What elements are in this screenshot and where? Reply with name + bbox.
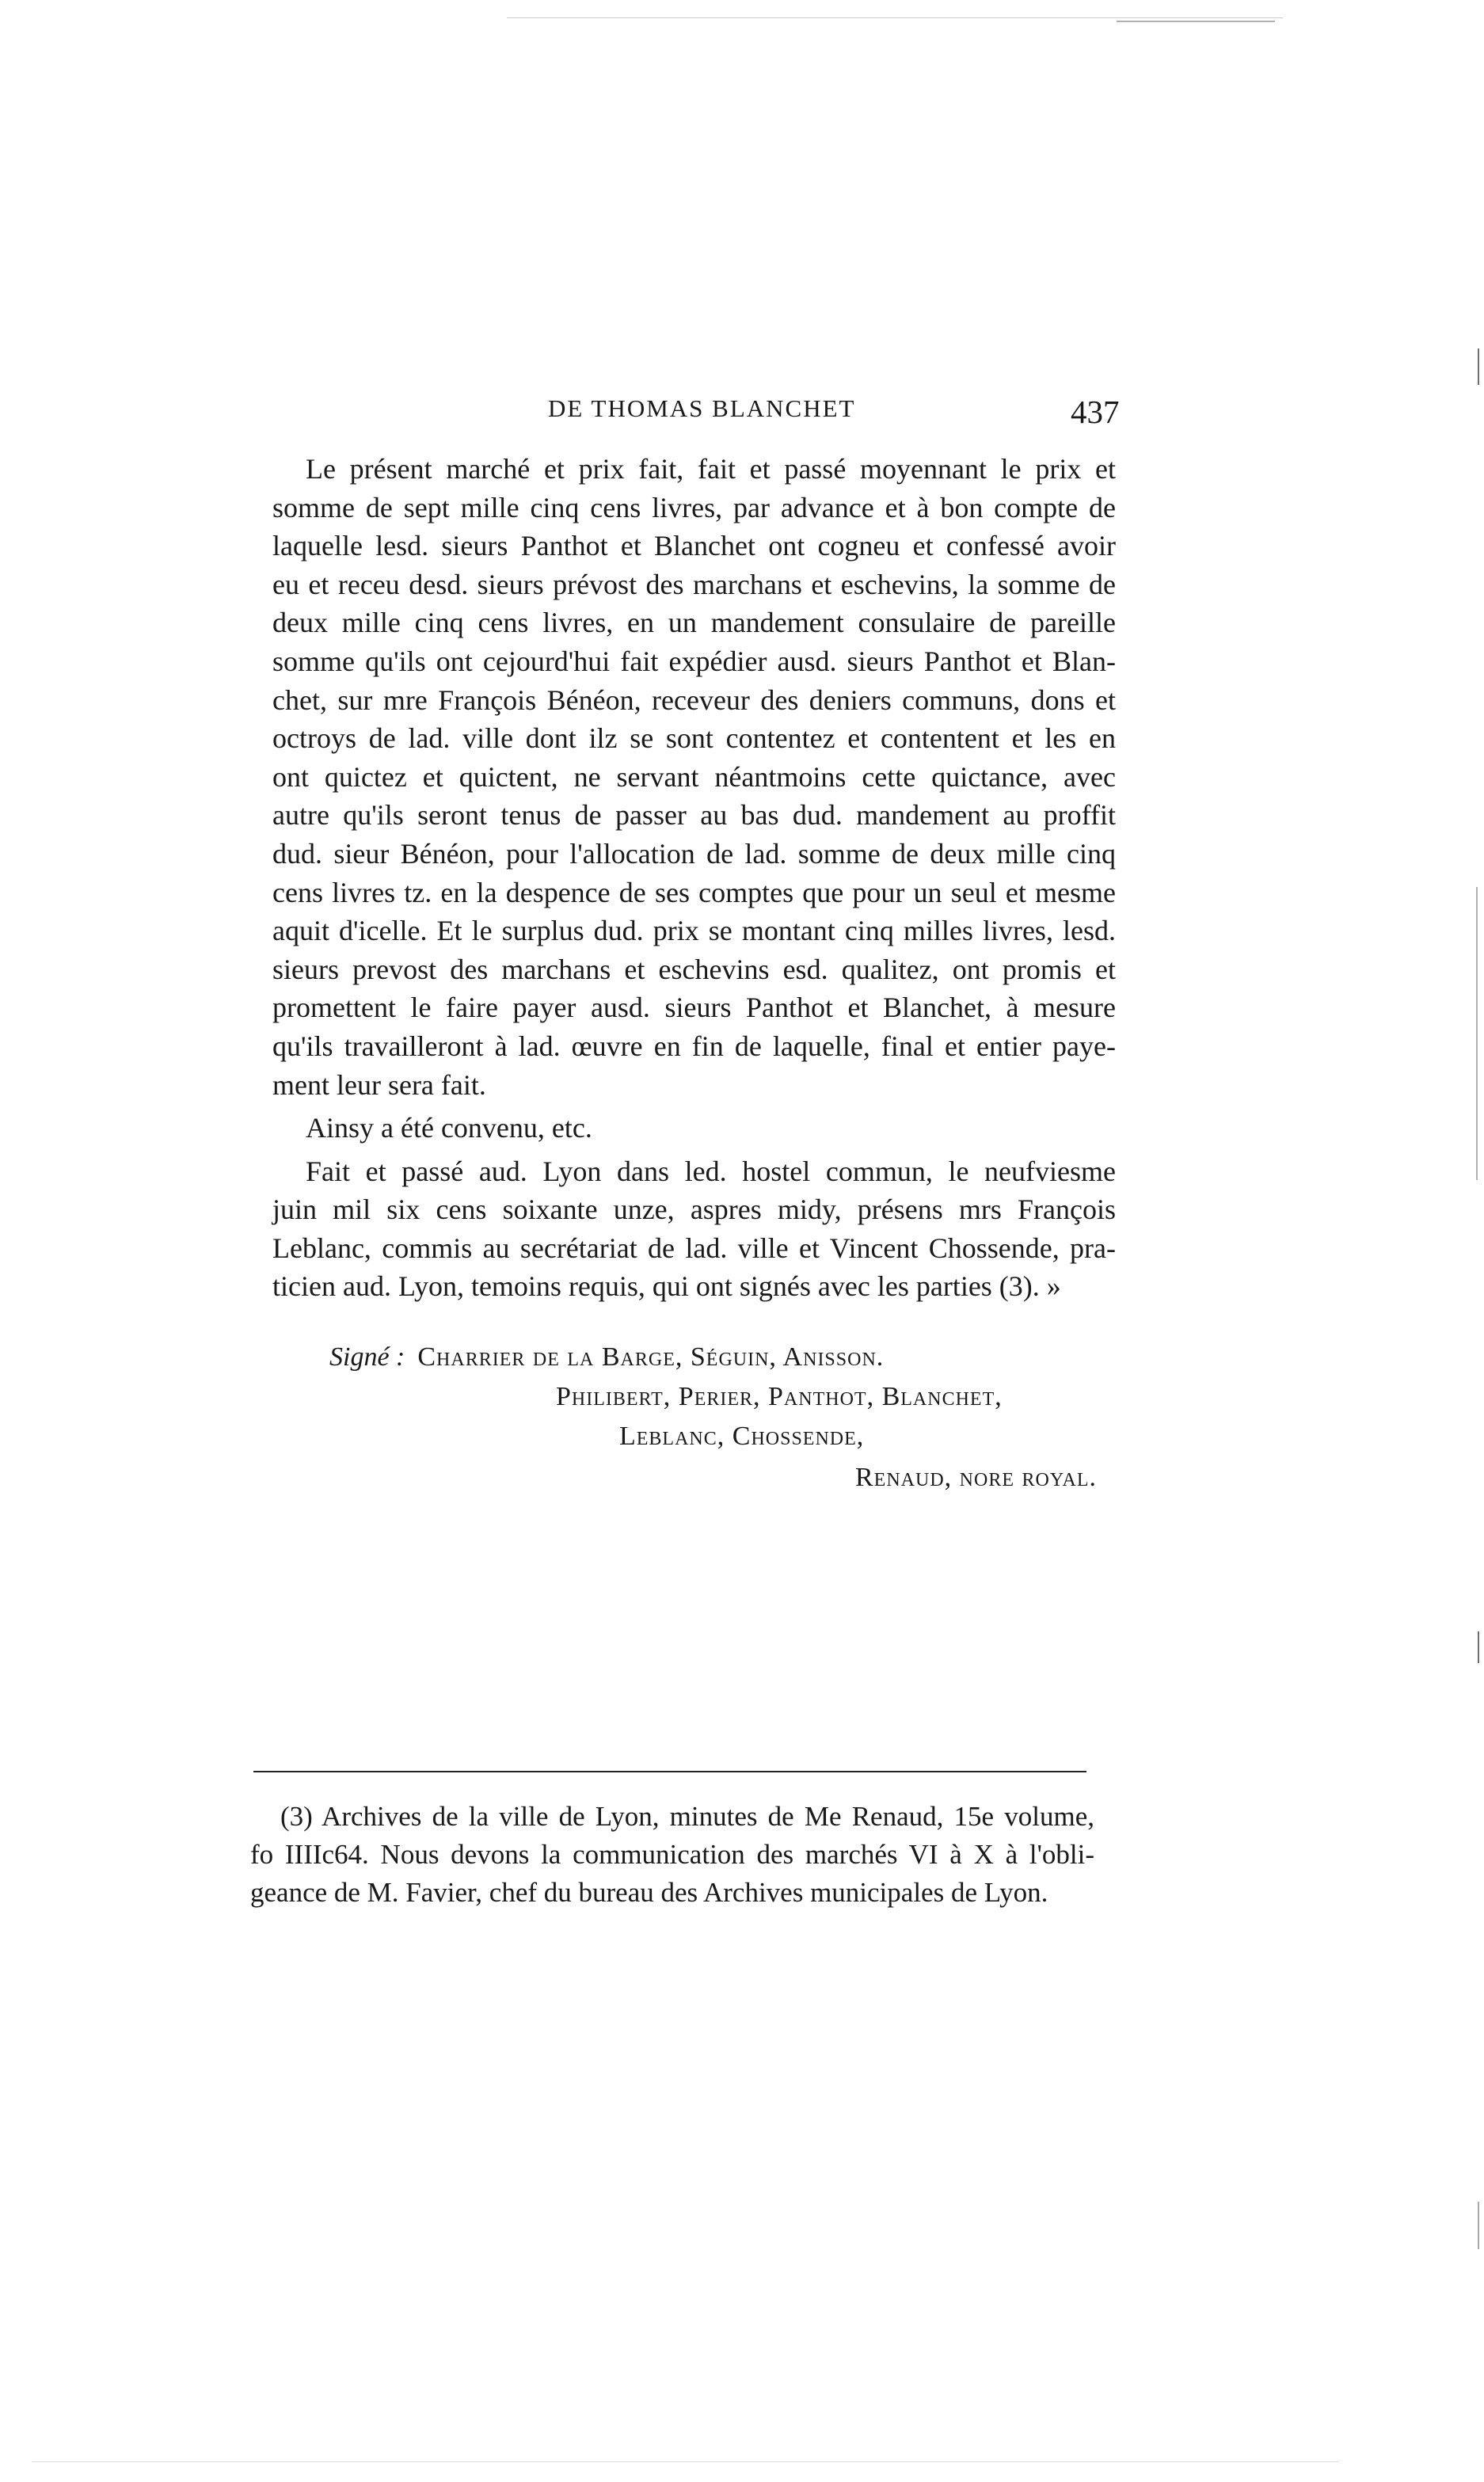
paragraph-contract-price	[272, 450, 1116, 1104]
page-number: 437	[1071, 394, 1120, 430]
footnote-line: fo IIIIc64. Nous devons la communication des marchés VI à X à l'obli-	[250, 1839, 1094, 1870]
text-line: promettent le faire payer ausd. sieurs Panthot et Blanchet, à mesure	[272, 992, 1116, 1024]
signature-label: Signé :	[329, 1342, 405, 1372]
text-line: ont quictez et quictent, ne servant néantmoins cette quictance, avec	[272, 760, 1116, 793]
text-line: chet, sur mre François Bénéon, receveur des deniers communs, dons et	[272, 683, 1116, 716]
text-line: somme qu'ils ont cejourd'hui fait expédier ausd. sieurs Panthot et Blan-	[272, 645, 1116, 677]
text-line: ment leur sera fait.	[272, 1068, 486, 1101]
text-line: qu'ils travailleront à lad. œuvre en fin de laquelle, final et entier paye-	[272, 1030, 1116, 1062]
text-line: Ainsy a été convenu, etc.	[306, 1112, 592, 1144]
text-line: Le présent marché et prix fait, fait et passé moyennant le prix et	[306, 453, 1116, 485]
text-line: Leblanc, commis au secrétariat de lad. ville et Vincent Chossende, pra-	[272, 1231, 1116, 1264]
text-line: somme de sept mille cinq cens livres, par advance et à bon compte de	[272, 491, 1116, 523]
scan-artifact-top	[507, 17, 1283, 18]
signature-notary: Renaud, nore royal.	[855, 1463, 1098, 1492]
text-line: octroys de lad. ville dont ilz se sont contentez et contentent et les en	[272, 722, 1116, 755]
signature-line: Leblanc, Chossende,	[619, 1422, 865, 1451]
text-line: sieurs prevost des marchans et eschevins esd. qualitez, ont promis et	[272, 953, 1116, 985]
text-line: juin mil six cens soixante unze, aspres midy, présens mrs François	[272, 1193, 1116, 1226]
body-text	[272, 450, 1116, 1306]
text-line: Fait et passé aud. Lyon dans led. hostel commun, le neufviesme	[306, 1155, 1116, 1187]
running-title: DE THOMAS BLANCHET	[548, 394, 856, 422]
signature-line	[855, 1459, 1097, 1497]
text-line: autre qu'ils seront tenus de passer au bas dud. mandement au proffit	[272, 799, 1116, 832]
scan-artifact-top-right	[1117, 21, 1275, 22]
text-line: aquit d'icelle. Et le surplus dud. prix se montant cinq milles livres, lesd.	[272, 915, 1116, 947]
paragraph-witnesses	[272, 1152, 1116, 1306]
footnote	[250, 1798, 1094, 1912]
running-head	[269, 393, 1124, 440]
signature-names: Charrier de la Barge, Séguin, Anisson.	[417, 1342, 885, 1372]
footnote-line: geance de M. Favier, chef du bureau des Archives municipales de Lyon.	[250, 1877, 1048, 1908]
text-line: deux mille cinq cens livres, en un mandement consulaire de pareille	[272, 607, 1116, 639]
text-line: cens livres tz. en la despence de ses comptes que pour un seul et mesme	[272, 876, 1116, 908]
footnote-rule	[253, 1771, 1086, 1772]
footnote-line: (3) Archives de la ville de Lyon, minutes de Me Renaud, 15e volume,	[280, 1801, 1094, 1832]
scan-artifact-right-edge-4	[1478, 2202, 1479, 2249]
paragraph-agreement	[272, 1109, 1116, 1148]
text-line: ticien aud. Lyon, temoins requis, qui ont signés avec les parties (3). »	[272, 1270, 1061, 1303]
scan-artifact-right-edge-2	[1476, 887, 1478, 1180]
scan-artifact-right-edge-1	[1478, 348, 1479, 385]
scan-artifact-bottom	[32, 2461, 1338, 2462]
scan-artifact-right-edge-3	[1478, 1631, 1479, 1663]
signature-line	[329, 1338, 884, 1376]
text-line: eu et receu desd. sieurs prévost des marchans et eschevins, la somme de	[272, 568, 1116, 600]
signature-line: Philibert, Perier, Panthot, Blanchet,	[556, 1382, 1003, 1411]
text-line: dud. sieur Bénéon, pour l'allocation de lad. somme de deux mille cinq	[272, 837, 1116, 870]
text-line: laquelle lesd. sieurs Panthot et Blanchet ont cogneu et confessé avoir	[272, 530, 1116, 562]
